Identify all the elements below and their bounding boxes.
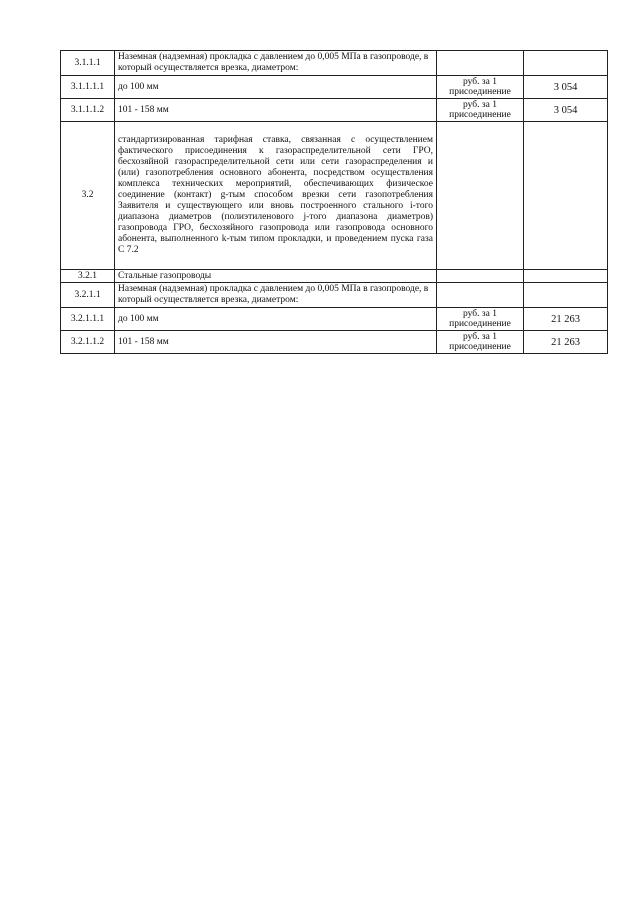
table-row bbox=[61, 308, 608, 331]
row-unit bbox=[437, 270, 524, 283]
tariff-table bbox=[60, 50, 608, 354]
table-row bbox=[61, 76, 608, 99]
row-value bbox=[524, 270, 608, 283]
row-number: 3.2.1.1 bbox=[61, 283, 115, 308]
row-number: 3.2 bbox=[61, 122, 115, 270]
row-value: 3 054 bbox=[524, 76, 608, 99]
row-number: 3.1.1.1.2 bbox=[61, 99, 115, 122]
row-description: 101 - 158 мм bbox=[115, 99, 437, 122]
row-unit bbox=[437, 51, 524, 76]
row-description: Наземная (надземная) прокладка с давлением до 0,005 МПа в газопроводе, в который осуществляется врезка, диаметром: bbox=[115, 51, 437, 76]
table-row bbox=[61, 99, 608, 122]
row-unit: руб. за 1 присоединение bbox=[437, 76, 524, 99]
row-unit: руб. за 1 присоединение bbox=[437, 308, 524, 331]
table-row bbox=[61, 51, 608, 76]
row-description: стандартизированная тарифная ставка, связанная с осуществлением фактического присоединения к газораспределительной сети ГРО, бесхозяйной газораспределительной сети или сети газораспределения и (или) газопотребления основного абонента, посредством осуществления комплекса технических мероприятий, обеспечивающих физическое соединение (контакт) g-тым способом врезки сети газопотребления Заявителя и существующего или вновь построенного стального i-того диапазона диаметров (полиэтиленового j-того диапазона диаметров) газопровода ГРО, бесхозяйного газопровода или газопровода основного абонента, выполненного k-тым типом прокладки, и проведением пуска газа С 7.2 bbox=[115, 122, 437, 270]
table-row bbox=[61, 283, 608, 308]
row-unit bbox=[437, 283, 524, 308]
row-unit bbox=[437, 122, 524, 270]
row-number: 3.2.1.1.2 bbox=[61, 331, 115, 354]
row-unit: руб. за 1 присоединение bbox=[437, 331, 524, 354]
row-value bbox=[524, 51, 608, 76]
table-row bbox=[61, 331, 608, 354]
row-description: Стальные газопроводы bbox=[115, 270, 437, 283]
row-description: 101 - 158 мм bbox=[115, 331, 437, 354]
row-description: до 100 мм bbox=[115, 76, 437, 99]
row-number: 3.2.1 bbox=[61, 270, 115, 283]
row-value bbox=[524, 122, 608, 270]
row-number: 3.2.1.1.1 bbox=[61, 308, 115, 331]
table-row bbox=[61, 122, 608, 270]
table-row bbox=[61, 270, 608, 283]
row-value: 21 263 bbox=[524, 308, 608, 331]
row-unit: руб. за 1 присоединение bbox=[437, 99, 524, 122]
row-description: до 100 мм bbox=[115, 308, 437, 331]
row-number: 3.1.1.1.1 bbox=[61, 76, 115, 99]
row-value bbox=[524, 283, 608, 308]
row-value: 3 054 bbox=[524, 99, 608, 122]
row-number: 3.1.1.1 bbox=[61, 51, 115, 76]
row-value: 21 263 bbox=[524, 331, 608, 354]
row-description: Наземная (надземная) прокладка с давлением до 0,005 МПа в газопроводе, в который осуществляется врезка, диаметром: bbox=[115, 283, 437, 308]
